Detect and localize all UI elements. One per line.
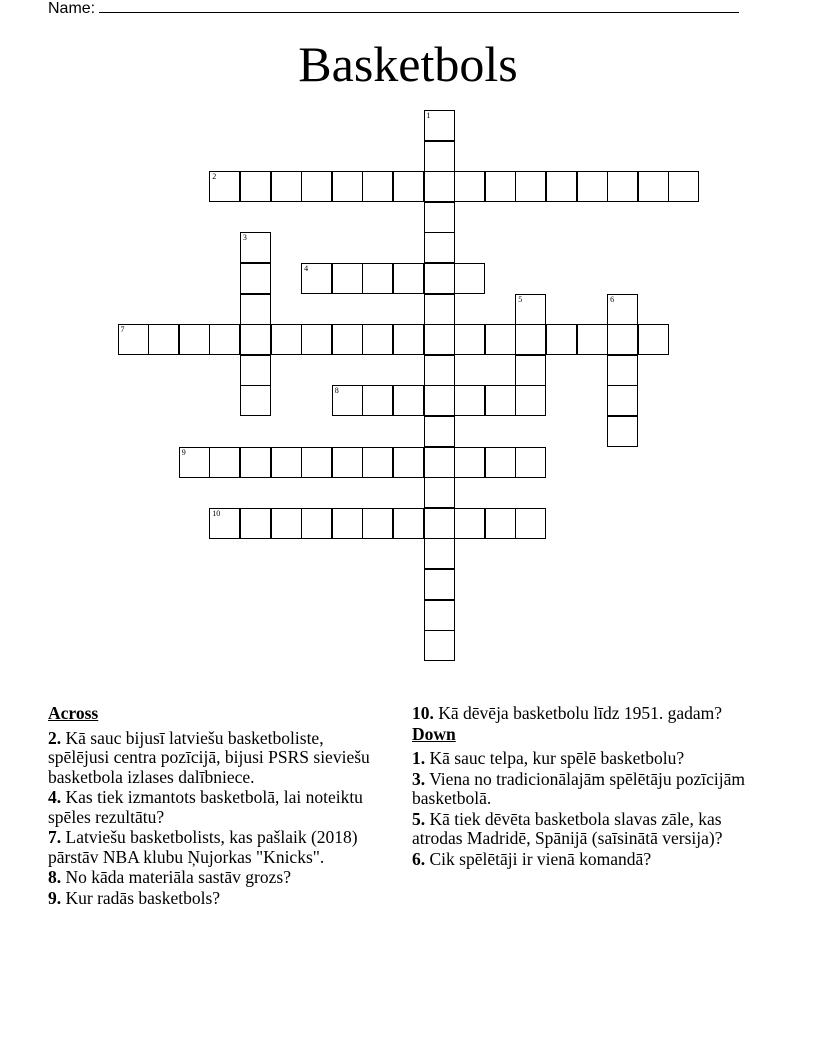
- clue-across-4: [48, 788, 378, 827]
- clue-text: Kas tiek izmantots basketbolā, lai noteiktu spēles rezultātu?: [48, 787, 363, 827]
- grid-cell[interactable]: [393, 447, 424, 478]
- grid-cell[interactable]: [638, 171, 669, 202]
- grid-cell[interactable]: [240, 508, 271, 539]
- grid-cell[interactable]: [424, 477, 455, 508]
- grid-cell[interactable]: [424, 600, 455, 631]
- grid-number: 10: [212, 508, 221, 518]
- clue-down-3: [412, 770, 762, 809]
- grid-cell[interactable]: [424, 416, 455, 447]
- grid-cell[interactable]: [148, 324, 179, 355]
- grid-cell[interactable]: [240, 263, 271, 294]
- grid-cell[interactable]: [485, 447, 516, 478]
- grid-cell[interactable]: [393, 508, 424, 539]
- grid-cell[interactable]: [607, 355, 638, 386]
- grid-cell[interactable]: [454, 263, 485, 294]
- grid-cell[interactable]: [577, 324, 608, 355]
- clue-text: Latviešu basketbolists, kas pašlaik (2018) pārstāv NBA klubu Ņujorkas "Knicks".: [48, 827, 358, 867]
- clue-down-1: [412, 749, 762, 769]
- grid-number: 6: [610, 294, 615, 304]
- clue-number: 1.: [412, 748, 426, 768]
- grid-cell[interactable]: [271, 508, 302, 539]
- clue-number: 4.: [48, 787, 62, 807]
- grid-cell[interactable]: [209, 171, 240, 202]
- clue-number: 6.: [412, 848, 426, 869]
- clue-text: Kā sauc telpa, kur spēlē basketbolu?: [429, 748, 685, 768]
- grid-cell[interactable]: [240, 385, 271, 416]
- grid-cell[interactable]: [271, 171, 302, 202]
- grid-cell[interactable]: [607, 385, 638, 416]
- grid-cell[interactable]: [515, 385, 546, 416]
- grid-cell[interactable]: [424, 447, 455, 478]
- grid-cell[interactable]: [485, 385, 516, 416]
- grid-cell[interactable]: [301, 171, 332, 202]
- grid-cell[interactable]: [271, 447, 302, 478]
- grid-cell[interactable]: [454, 508, 485, 539]
- name-label: Name:: [48, 0, 96, 17]
- clue-number: 2.: [48, 727, 62, 748]
- grid-cell[interactable]: [362, 447, 393, 478]
- clue-across-2: [48, 729, 378, 788]
- clue-text: No kāda materiāla sastāv grozs?: [65, 867, 291, 887]
- grid-cell[interactable]: [515, 324, 546, 355]
- grid-cell[interactable]: [424, 324, 455, 355]
- grid-cell[interactable]: [638, 324, 669, 355]
- grid-number: 9: [181, 447, 186, 457]
- clue-down-6: [412, 850, 762, 870]
- clues-left-column: [48, 704, 378, 909]
- grid-cell[interactable]: [362, 171, 393, 202]
- clue-across-10: [412, 704, 762, 724]
- grid-cell[interactable]: [485, 171, 516, 202]
- grid-cell[interactable]: [332, 447, 363, 478]
- grid-cell[interactable]: [668, 171, 699, 202]
- grid-cell[interactable]: [424, 385, 455, 416]
- clue-number: 5.: [412, 808, 426, 829]
- clue-text: Cik spēlētāji ir vienā komandā?: [429, 848, 652, 869]
- grid-cell[interactable]: [424, 171, 455, 202]
- grid-cell[interactable]: [485, 324, 516, 355]
- grid-cell[interactable]: [424, 538, 455, 569]
- grid-cell[interactable]: [424, 232, 455, 263]
- clue-number: 9.: [48, 887, 62, 908]
- grid-cell[interactable]: [515, 171, 546, 202]
- grid-cell[interactable]: [577, 171, 608, 202]
- grid-cell[interactable]: [332, 263, 363, 294]
- grid-cell[interactable]: [240, 355, 271, 386]
- grid-cell[interactable]: [515, 355, 546, 386]
- grid-cell[interactable]: [515, 294, 546, 325]
- grid-cell[interactable]: [332, 324, 363, 355]
- clue-text: Viena no tradicionālajām spēlētāju pozīcijām basketbolā.: [412, 768, 745, 808]
- grid-cell[interactable]: [424, 569, 455, 600]
- down-heading: Down: [412, 723, 456, 744]
- grid-cell[interactable]: [118, 324, 149, 355]
- grid-cell[interactable]: [424, 508, 455, 539]
- grid-cell[interactable]: [332, 385, 363, 416]
- clue-across-9: [48, 889, 378, 909]
- clue-text: Kur radās basketbols?: [65, 887, 221, 908]
- clue-across-8: [48, 868, 378, 888]
- grid-cell[interactable]: [209, 508, 240, 539]
- grid-cell[interactable]: [362, 263, 393, 294]
- grid-cell[interactable]: [607, 416, 638, 447]
- clue-number: 8.: [48, 867, 62, 887]
- grid-cell[interactable]: [393, 171, 424, 202]
- grid-cell[interactable]: [301, 508, 332, 539]
- grid-cell[interactable]: [607, 171, 638, 202]
- grid-cell[interactable]: [271, 324, 302, 355]
- page-title: Basketbols: [298, 36, 518, 92]
- grid-cell[interactable]: [179, 324, 210, 355]
- grid-cell[interactable]: [424, 141, 455, 172]
- grid-cell[interactable]: [424, 355, 455, 386]
- grid-cell[interactable]: [424, 294, 455, 325]
- grid-cell[interactable]: [454, 171, 485, 202]
- grid-cell[interactable]: [393, 263, 424, 294]
- clue-text: Kā dēvēja basketbolu līdz 1951. gadam?: [438, 703, 723, 723]
- grid-cell[interactable]: [424, 110, 455, 141]
- grid-cell[interactable]: [301, 263, 332, 294]
- grid-cell[interactable]: [301, 447, 332, 478]
- grid-cell[interactable]: [362, 385, 393, 416]
- clue-down-5: [412, 810, 762, 849]
- across-heading: Across: [48, 703, 99, 723]
- grid-number: 5: [518, 294, 523, 304]
- grid-cell[interactable]: [240, 447, 271, 478]
- clue-number: 3.: [412, 768, 426, 789]
- grid-cell[interactable]: [362, 324, 393, 355]
- clues-right-column: [412, 704, 762, 870]
- grid-cell[interactable]: [209, 324, 240, 355]
- grid-cell[interactable]: [515, 447, 546, 478]
- grid-cell[interactable]: [240, 171, 271, 202]
- grid-number: 2: [212, 172, 217, 182]
- grid-number: 4: [304, 264, 309, 273]
- grid-cell[interactable]: [424, 263, 455, 294]
- grid-cell[interactable]: [607, 324, 638, 355]
- grid-cell[interactable]: [332, 171, 363, 202]
- grid-cell[interactable]: [454, 385, 485, 416]
- grid-cell[interactable]: [332, 508, 363, 539]
- grid-cell[interactable]: [209, 447, 240, 478]
- grid-cell[interactable]: [424, 202, 455, 233]
- grid-cell[interactable]: [240, 232, 271, 263]
- clue-text: Kā tiek dēvēta basketbola slavas zāle, kas atrodas Madridē, Spānijā (saīsinātā versija)?: [412, 808, 723, 848]
- grid-cell[interactable]: [240, 324, 271, 355]
- grid-cell[interactable]: [301, 324, 332, 355]
- grid-cell[interactable]: [393, 385, 424, 416]
- grid-cell[interactable]: [546, 324, 577, 355]
- clue-text: Kā sauc bijusī latviešu basketboliste, spēlējusi centra pozīcijā, bijusi PSRS sieviešu basketbola izlases dalībniece.: [48, 727, 370, 787]
- grid-cell[interactable]: [546, 171, 577, 202]
- grid-number: 8: [334, 386, 339, 396]
- grid-cell[interactable]: [607, 294, 638, 325]
- grid-cell[interactable]: [393, 324, 424, 355]
- clue-number: 7.: [48, 827, 62, 847]
- grid-cell[interactable]: [454, 324, 485, 355]
- grid-cell[interactable]: [362, 508, 393, 539]
- grid-number: 1: [426, 111, 431, 120]
- grid-cell[interactable]: [179, 447, 210, 478]
- grid-number: 3: [242, 233, 247, 243]
- clue-across-7: [48, 828, 378, 867]
- clue-number: 10.: [412, 703, 434, 723]
- grid-cell[interactable]: [240, 294, 271, 325]
- grid-cell[interactable]: [424, 630, 455, 661]
- grid-cell[interactable]: [454, 447, 485, 478]
- grid-number: 7: [120, 325, 125, 335]
- grid-cell[interactable]: [485, 508, 516, 539]
- grid-cell[interactable]: [515, 508, 546, 539]
